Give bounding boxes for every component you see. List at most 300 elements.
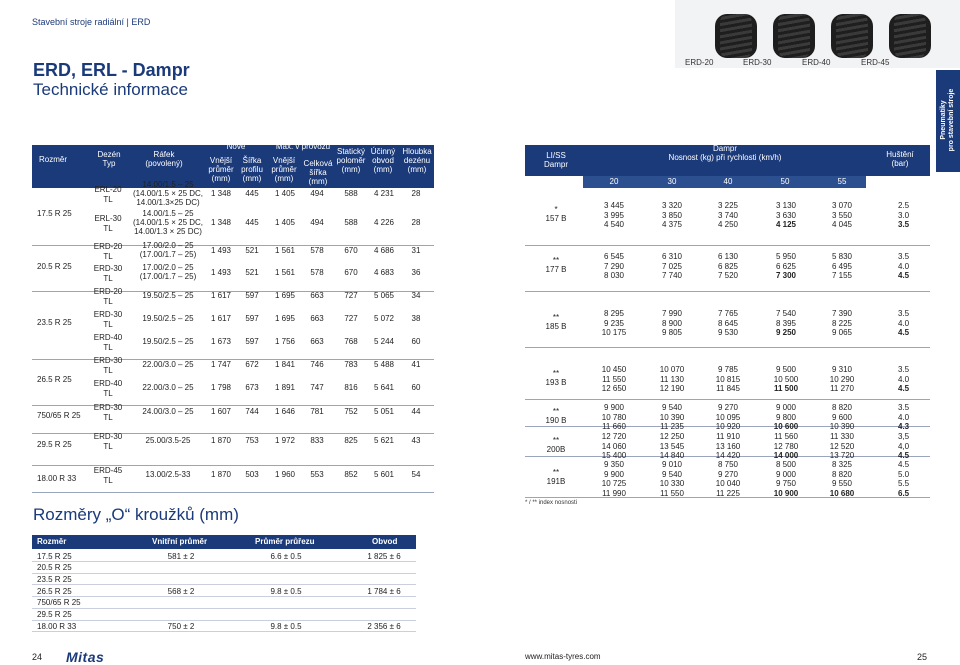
- ring-hdr-section: Průměr průřezu: [255, 537, 315, 546]
- tire-label: ERD-30: [743, 58, 772, 67]
- load-value: 3 630: [775, 210, 797, 220]
- breadcrumb: Stavební stroje radiální | ERD: [32, 17, 151, 27]
- ring-row: [32, 609, 416, 621]
- inflation-value: 4.5: [898, 271, 910, 280]
- dimension-cell: 746: [310, 360, 324, 369]
- tech-table-header: [32, 142, 434, 188]
- size-label: 23.5 R 25: [37, 318, 72, 327]
- load-value: 9 235: [603, 318, 625, 328]
- row-divider: [32, 433, 434, 434]
- ring-inner: 581 ± 2: [167, 551, 195, 561]
- load-value: 11 910: [716, 432, 740, 441]
- dezen-cell: TL: [103, 366, 113, 375]
- dimension-cell: 783: [344, 360, 358, 369]
- load-value: 14 060: [601, 441, 627, 451]
- load-index-mark: **: [552, 256, 560, 265]
- dimension-cell: 1 891: [274, 383, 296, 392]
- load-value: 12 780: [773, 441, 799, 451]
- dimension-cell: 1 695: [274, 314, 296, 323]
- dimension-cell: 578: [310, 246, 324, 255]
- rafek-cell: 24.00/3.0 – 25: [142, 406, 194, 416]
- dezen-cell: TL: [103, 252, 113, 261]
- dezen-cell: ERD-30: [93, 356, 123, 365]
- load-value: 13 545: [659, 441, 685, 451]
- load-value: 11 270: [830, 384, 854, 393]
- load-value: 9 250: [775, 328, 797, 337]
- load-value: 8 395: [775, 318, 797, 328]
- rafek-cell: 19.50/2.5 – 25: [142, 290, 194, 300]
- inflation-value: 4.0: [898, 318, 910, 328]
- hdr-rozmer: Rozměr: [38, 155, 68, 164]
- load-index-mark: **: [552, 369, 560, 378]
- page-number-right: 25: [917, 652, 928, 662]
- dimension-cell: 1 798: [210, 383, 232, 392]
- dimension-cell: 54: [411, 470, 421, 479]
- speed-header: [583, 176, 866, 188]
- hdr-bar: (bar): [891, 159, 909, 168]
- dimension-cell: 744: [245, 407, 259, 416]
- load-value: 6 545: [603, 252, 625, 261]
- dimension-cell: 34: [411, 291, 421, 300]
- dimension-cell: 5 601: [373, 470, 395, 479]
- load-value: 6 310: [661, 252, 683, 261]
- dimension-cell: 747: [310, 383, 324, 392]
- dimension-cell: 31: [411, 246, 421, 255]
- load-value: 3 130: [775, 201, 797, 210]
- load-value: 9 600: [831, 412, 853, 422]
- hdr-typ: Typ: [102, 159, 116, 168]
- load-value: 6 825: [717, 261, 739, 271]
- inflation-value: 4.5: [898, 451, 910, 460]
- inflation-value: 5.5: [898, 479, 910, 488]
- hdr-mm: (mm): [308, 177, 328, 186]
- load-value: 9 900: [603, 403, 625, 412]
- dezen-cell: TL: [103, 297, 113, 306]
- speed-55: 55: [837, 177, 847, 186]
- load-value: 9 270: [717, 403, 739, 412]
- hdr-dampr-title: Dampr: [712, 144, 738, 153]
- rafek-cell: (14.00/1.5 × 25 DC,: [132, 188, 204, 198]
- tire-erd30-image: [773, 14, 815, 58]
- dezen-cell: ERL-30: [94, 214, 122, 223]
- load-value: 13 160: [715, 441, 741, 451]
- dimension-cell: 503: [245, 470, 259, 479]
- page-number-left: 24: [32, 652, 43, 662]
- inflation-value: 2.5: [898, 201, 910, 210]
- ring-section: 6.6 ± 0.5: [270, 551, 302, 561]
- load-value: 3 550: [831, 210, 853, 220]
- size-label: 29.5 R 25: [37, 440, 72, 449]
- dimension-cell: 816: [344, 383, 358, 392]
- load-value: 10 175: [601, 328, 627, 337]
- side-tab-line2: pro stavební stroje: [948, 88, 955, 152]
- dezen-cell: TL: [103, 343, 113, 352]
- hdr-staticky: Statický: [336, 147, 366, 156]
- load-value: 10 390: [829, 422, 855, 431]
- inflation-value: 3.5: [898, 403, 910, 412]
- load-value: 10 070: [659, 365, 685, 374]
- load-value: 6 495: [831, 261, 853, 271]
- dezen-cell: TL: [103, 389, 113, 398]
- ring-hdr-inner: Vnitřní průměr: [152, 537, 208, 546]
- hdr-dampr: Dampr: [543, 160, 569, 169]
- dimension-cell: 578: [310, 268, 324, 277]
- dimension-cell: 1 972: [274, 436, 296, 445]
- hdr-prumer: průměr: [208, 165, 234, 174]
- load-value: 9 800: [775, 412, 797, 422]
- dimension-cell: 1 870: [210, 470, 232, 479]
- load-value: 8 750: [717, 460, 739, 469]
- dezen-cell: ERD-45: [93, 466, 123, 475]
- load-index: 190 B: [545, 416, 567, 425]
- ring-row: [32, 550, 416, 562]
- tire-label: ERD-45: [861, 58, 890, 67]
- dimension-cell: 833: [310, 436, 324, 445]
- load-value: 9 540: [661, 403, 683, 412]
- hdr-vnejsi: Vnější: [209, 156, 233, 165]
- hdr-li: LI/SS: [546, 151, 566, 160]
- dimension-cell: 28: [411, 189, 421, 198]
- load-value: 4 250: [717, 220, 739, 229]
- tire-label: ERD-20: [685, 58, 714, 67]
- dimension-cell: 825: [344, 436, 358, 445]
- load-value: 11 550: [602, 374, 626, 384]
- hdr-max: Max. v provozu: [275, 142, 331, 151]
- load-value: 9 750: [775, 479, 797, 488]
- dimension-cell: 494: [310, 189, 324, 198]
- inflation-value: 3.5: [898, 365, 910, 374]
- load-value: 8 295: [603, 309, 625, 318]
- load-value: 7 300: [775, 271, 797, 280]
- load-value: 14 000: [773, 451, 799, 460]
- tire-erd20-image: [715, 14, 757, 58]
- dimension-cell: 1 348: [210, 218, 232, 227]
- ring-row: [32, 620, 416, 632]
- dezen-cell: ERD-30: [93, 264, 123, 273]
- load-value: 3 070: [831, 201, 853, 210]
- inflation-value: 6.5: [898, 488, 910, 498]
- load-value: 9 530: [717, 328, 739, 337]
- rafek-cell: 14.00/1.3 × 25 DC): [134, 226, 202, 236]
- hdr-mm: (mm): [211, 174, 231, 183]
- hdr-dezen: Dezén: [97, 150, 121, 159]
- hdr-obvod: obvod: [372, 156, 394, 165]
- hdr-sirka: Šířka: [242, 156, 262, 165]
- load-value: 8 900: [661, 318, 683, 328]
- row-divider: [32, 492, 434, 493]
- rafek-cell: 17.00/2.0 – 25: [142, 263, 194, 272]
- dimension-cell: 1 561: [274, 246, 296, 255]
- row-divider: [525, 347, 930, 348]
- dimension-cell: 597: [245, 337, 259, 346]
- dimension-cell: 727: [344, 291, 358, 300]
- dimension-cell: 521: [245, 268, 259, 277]
- dezen-cell: ERD-30: [93, 310, 123, 319]
- hdr-celkova: Celková: [303, 159, 333, 168]
- hdr-vnejsi: Vnější: [272, 156, 296, 165]
- hdr-mm: (mm): [242, 174, 262, 183]
- dimension-cell: 5 051: [373, 407, 395, 416]
- ring-inner: 568 ± 2: [167, 586, 195, 596]
- load-value: 8 500: [775, 460, 797, 469]
- load-value: 7 390: [831, 309, 853, 318]
- load-table-header: [525, 145, 930, 176]
- ring-section: 9.8 ± 0.5: [270, 586, 302, 596]
- hdr-husteni: Huštění: [886, 150, 914, 159]
- ring-size: 29.5 R 25: [37, 610, 72, 619]
- hdr-hloubka: Hloubka: [402, 147, 432, 156]
- load-value: 13 720: [829, 451, 855, 460]
- inflation-value: 3.5: [898, 252, 910, 261]
- load-value: 10 725: [601, 479, 627, 488]
- side-tab-line1: Pneumatiky: [940, 100, 947, 140]
- dimension-cell: 1 617: [210, 314, 232, 323]
- hdr-nove: Nové: [226, 142, 246, 151]
- load-value: 4 375: [661, 220, 683, 229]
- ring-circ: 2 356 ± 6: [367, 621, 401, 631]
- dimension-cell: 5 072: [373, 314, 395, 323]
- load-value: 9 010: [661, 460, 683, 469]
- size-label: 26.5 R 25: [37, 375, 72, 384]
- load-value: 9 000: [775, 403, 797, 412]
- ring-hdr-size: Rozměr: [37, 537, 67, 546]
- dimension-cell: 852: [344, 470, 358, 479]
- hdr-mm: (mm): [407, 165, 427, 174]
- speed-20: 20: [609, 177, 619, 186]
- row-divider: [525, 399, 930, 400]
- load-index: 193 B: [545, 378, 567, 387]
- ring-size: 23.5 R 25: [37, 574, 72, 584]
- rafek-cell: 14.00/1.5 – 25: [142, 208, 194, 218]
- dezen-cell: TL: [103, 413, 113, 422]
- load-value: 7 740: [661, 271, 683, 280]
- dimension-cell: 1 561: [274, 268, 296, 277]
- load-value: 9 310: [831, 365, 853, 374]
- rafek-cell: 14.00/1.3×25 DC): [136, 197, 200, 207]
- ring-table-header: [32, 535, 416, 549]
- dezen-cell: ERD-20: [93, 242, 123, 251]
- load-value: 10 390: [659, 412, 685, 422]
- load-value: 10 040: [715, 479, 741, 488]
- size-label: 750/65 R 25: [37, 411, 81, 420]
- dimension-cell: 1 617: [210, 291, 232, 300]
- tire-erd45-image: [889, 14, 931, 58]
- load-index: 200B: [546, 445, 566, 454]
- dimension-cell: 43: [411, 436, 421, 445]
- dimension-cell: 4 231: [373, 189, 395, 198]
- ring-size: 750/65 R 25: [37, 598, 81, 608]
- load-value: 12 720: [601, 432, 627, 441]
- load-value: 10 290: [829, 374, 855, 384]
- dimension-cell: 1 756: [274, 337, 296, 346]
- hdr-profilu: profilu: [241, 165, 263, 174]
- load-value: 8 645: [717, 318, 739, 328]
- dezen-cell: ERD-30: [93, 432, 123, 441]
- load-value: 4 125: [775, 220, 797, 229]
- dimension-cell: 1 747: [210, 360, 232, 369]
- page-subtitle: Technické informace: [33, 80, 188, 99]
- dimension-cell: 1 405: [274, 189, 296, 198]
- hdr-povoleny: (povolený): [145, 159, 183, 168]
- dimension-cell: 1 841: [274, 360, 296, 369]
- rafek-cell: 22.00/3.0 – 25: [142, 382, 194, 392]
- dimension-cell: 4 683: [373, 268, 395, 277]
- load-value: 12 650: [601, 384, 627, 393]
- dimension-cell: 1 646: [274, 407, 296, 416]
- ring-size: 17.5 R 25: [37, 551, 72, 561]
- ring-hdr-circ: Obvod: [372, 537, 398, 546]
- dezen-cell: TL: [103, 320, 113, 329]
- load-value: 8 820: [831, 403, 853, 412]
- dezen-cell: ERD-40: [93, 333, 123, 342]
- dimension-cell: 781: [310, 407, 324, 416]
- size-label: 18.00 R 33: [37, 474, 77, 483]
- load-value: 7 990: [661, 309, 683, 318]
- load-value: 7 155: [831, 271, 853, 280]
- tire-label: ERD-40: [802, 58, 831, 67]
- size-label: 17.5 R 25: [37, 209, 72, 218]
- load-value: 3 225: [717, 201, 739, 210]
- side-tab: [936, 70, 960, 172]
- inflation-value: 3,5: [898, 432, 910, 441]
- dimension-cell: 753: [245, 436, 259, 445]
- hdr-mm: (mm): [341, 165, 361, 174]
- dimension-cell: 5 621: [373, 436, 395, 445]
- dimension-cell: 445: [245, 218, 259, 227]
- load-index-mark: *: [554, 205, 558, 214]
- row-divider: [525, 245, 930, 246]
- load-value: 11 845: [716, 384, 740, 393]
- load-value: 11 560: [774, 432, 798, 441]
- load-value: 9 500: [775, 365, 797, 374]
- brand-logo: Mitas: [66, 649, 105, 665]
- dezen-cell: TL: [103, 195, 113, 204]
- dimension-cell: 4 686: [373, 246, 395, 255]
- load-value: 10 500: [773, 374, 799, 384]
- load-value: 9 785: [717, 365, 739, 374]
- ring-row: [32, 597, 416, 609]
- load-value: 10 920: [715, 422, 741, 431]
- load-index-mark: **: [552, 436, 560, 445]
- load-value: 7 025: [661, 261, 683, 271]
- load-value: 9 540: [661, 469, 683, 479]
- inflation-value: 4.0: [898, 374, 910, 384]
- rafek-cell: 22.00/3.0 – 25: [142, 359, 194, 369]
- dimension-cell: 670: [344, 268, 358, 277]
- inflation-value: 4.0: [898, 412, 910, 422]
- website-link[interactable]: www.mitas-tyres.com: [525, 652, 601, 661]
- load-value: 7 520: [717, 271, 739, 280]
- load-value: 11 660: [602, 422, 626, 431]
- load-index-mark: **: [552, 313, 560, 322]
- footnote: * / ** index nosnosti: [525, 500, 578, 506]
- load-value: 5 830: [831, 252, 853, 261]
- load-value: 9 805: [661, 328, 683, 337]
- load-value: 11 990: [602, 488, 626, 498]
- load-value: 14 840: [659, 451, 685, 460]
- load-value: 12 250: [659, 432, 685, 441]
- load-index-mark: **: [552, 468, 560, 477]
- dezen-cell: ERD-20: [93, 287, 123, 296]
- inflation-value: 4.5: [898, 460, 910, 469]
- ring-row: [32, 573, 416, 585]
- hdr-nosnost: Nosnost (kg) při rychlosti (km/h): [668, 153, 782, 162]
- load-value: 4 540: [603, 220, 625, 229]
- dimension-cell: 5 065: [373, 291, 395, 300]
- load-value: 7 290: [603, 261, 625, 271]
- hdr-mm: (mm): [274, 174, 294, 183]
- dezen-cell: TL: [103, 476, 113, 485]
- hdr-polomer: poloměr: [336, 156, 366, 165]
- dimension-cell: 1 960: [274, 470, 296, 479]
- page-title: ERD, ERL - Dampr: [33, 60, 190, 80]
- inflation-value: 5.0: [898, 469, 910, 479]
- load-value: 11 130: [660, 374, 684, 384]
- dezen-cell: TL: [103, 224, 113, 233]
- dezen-cell: TL: [103, 442, 113, 451]
- load-value: 12 520: [829, 441, 855, 451]
- load-value: 10 095: [715, 412, 741, 422]
- rafek-cell: (17.00/1.7 – 25): [139, 250, 197, 259]
- dimension-cell: 1 493: [210, 268, 232, 277]
- load-value: 3 850: [661, 210, 683, 220]
- rafek-cell: (17.00/1.7 – 25): [139, 272, 197, 281]
- hdr-ucinny: Účinný: [370, 147, 396, 156]
- load-value: 8 820: [831, 469, 853, 479]
- dimension-cell: 768: [344, 337, 358, 346]
- load-value: 10 780: [601, 412, 627, 422]
- tire-image-panel: [675, 0, 960, 68]
- dimension-cell: 1 493: [210, 246, 232, 255]
- dimension-cell: 38: [411, 314, 421, 323]
- inflation-value: 3.5: [898, 309, 910, 318]
- rafek-cell: 17.00/2.0 – 25: [142, 241, 194, 250]
- dimension-cell: 44: [411, 407, 421, 416]
- dimension-cell: 5 488: [373, 360, 395, 369]
- ring-row: [32, 562, 416, 574]
- load-value: 9 900: [603, 469, 625, 479]
- rafek-cell: 14.00/1.5 – 25: [142, 179, 194, 189]
- ring-inner: 750 ± 2: [167, 621, 195, 631]
- load-value: 12 190: [659, 384, 685, 393]
- dimension-cell: 36: [411, 268, 421, 277]
- dimension-cell: 41: [411, 360, 421, 369]
- load-value: 9 550: [831, 479, 853, 488]
- dimension-cell: 663: [310, 291, 324, 300]
- load-value: 3 445: [603, 201, 625, 210]
- ring-circ: 1 784 ± 6: [367, 586, 401, 596]
- load-value: 10 330: [659, 479, 685, 488]
- ring-circ: 1 825 ± 6: [367, 551, 401, 561]
- load-value: 9 065: [831, 328, 853, 337]
- dimension-cell: 663: [310, 314, 324, 323]
- inflation-value: 4,0: [898, 441, 910, 451]
- speed-50: 50: [780, 177, 790, 186]
- dimension-cell: 588: [344, 218, 358, 227]
- dimension-cell: 60: [411, 337, 421, 346]
- load-value: 9 000: [775, 469, 797, 479]
- inflation-value: 4.3: [898, 422, 910, 431]
- load-value: 10 680: [829, 488, 855, 498]
- load-value: 7 765: [717, 309, 739, 318]
- load-value: 11 550: [660, 488, 684, 498]
- load-value: 3 740: [717, 210, 739, 220]
- dimension-cell: 670: [344, 246, 358, 255]
- dimension-cell: 663: [310, 337, 324, 346]
- dimension-cell: 672: [245, 360, 259, 369]
- load-index: 157 B: [545, 214, 567, 223]
- load-value: 7 540: [775, 309, 797, 318]
